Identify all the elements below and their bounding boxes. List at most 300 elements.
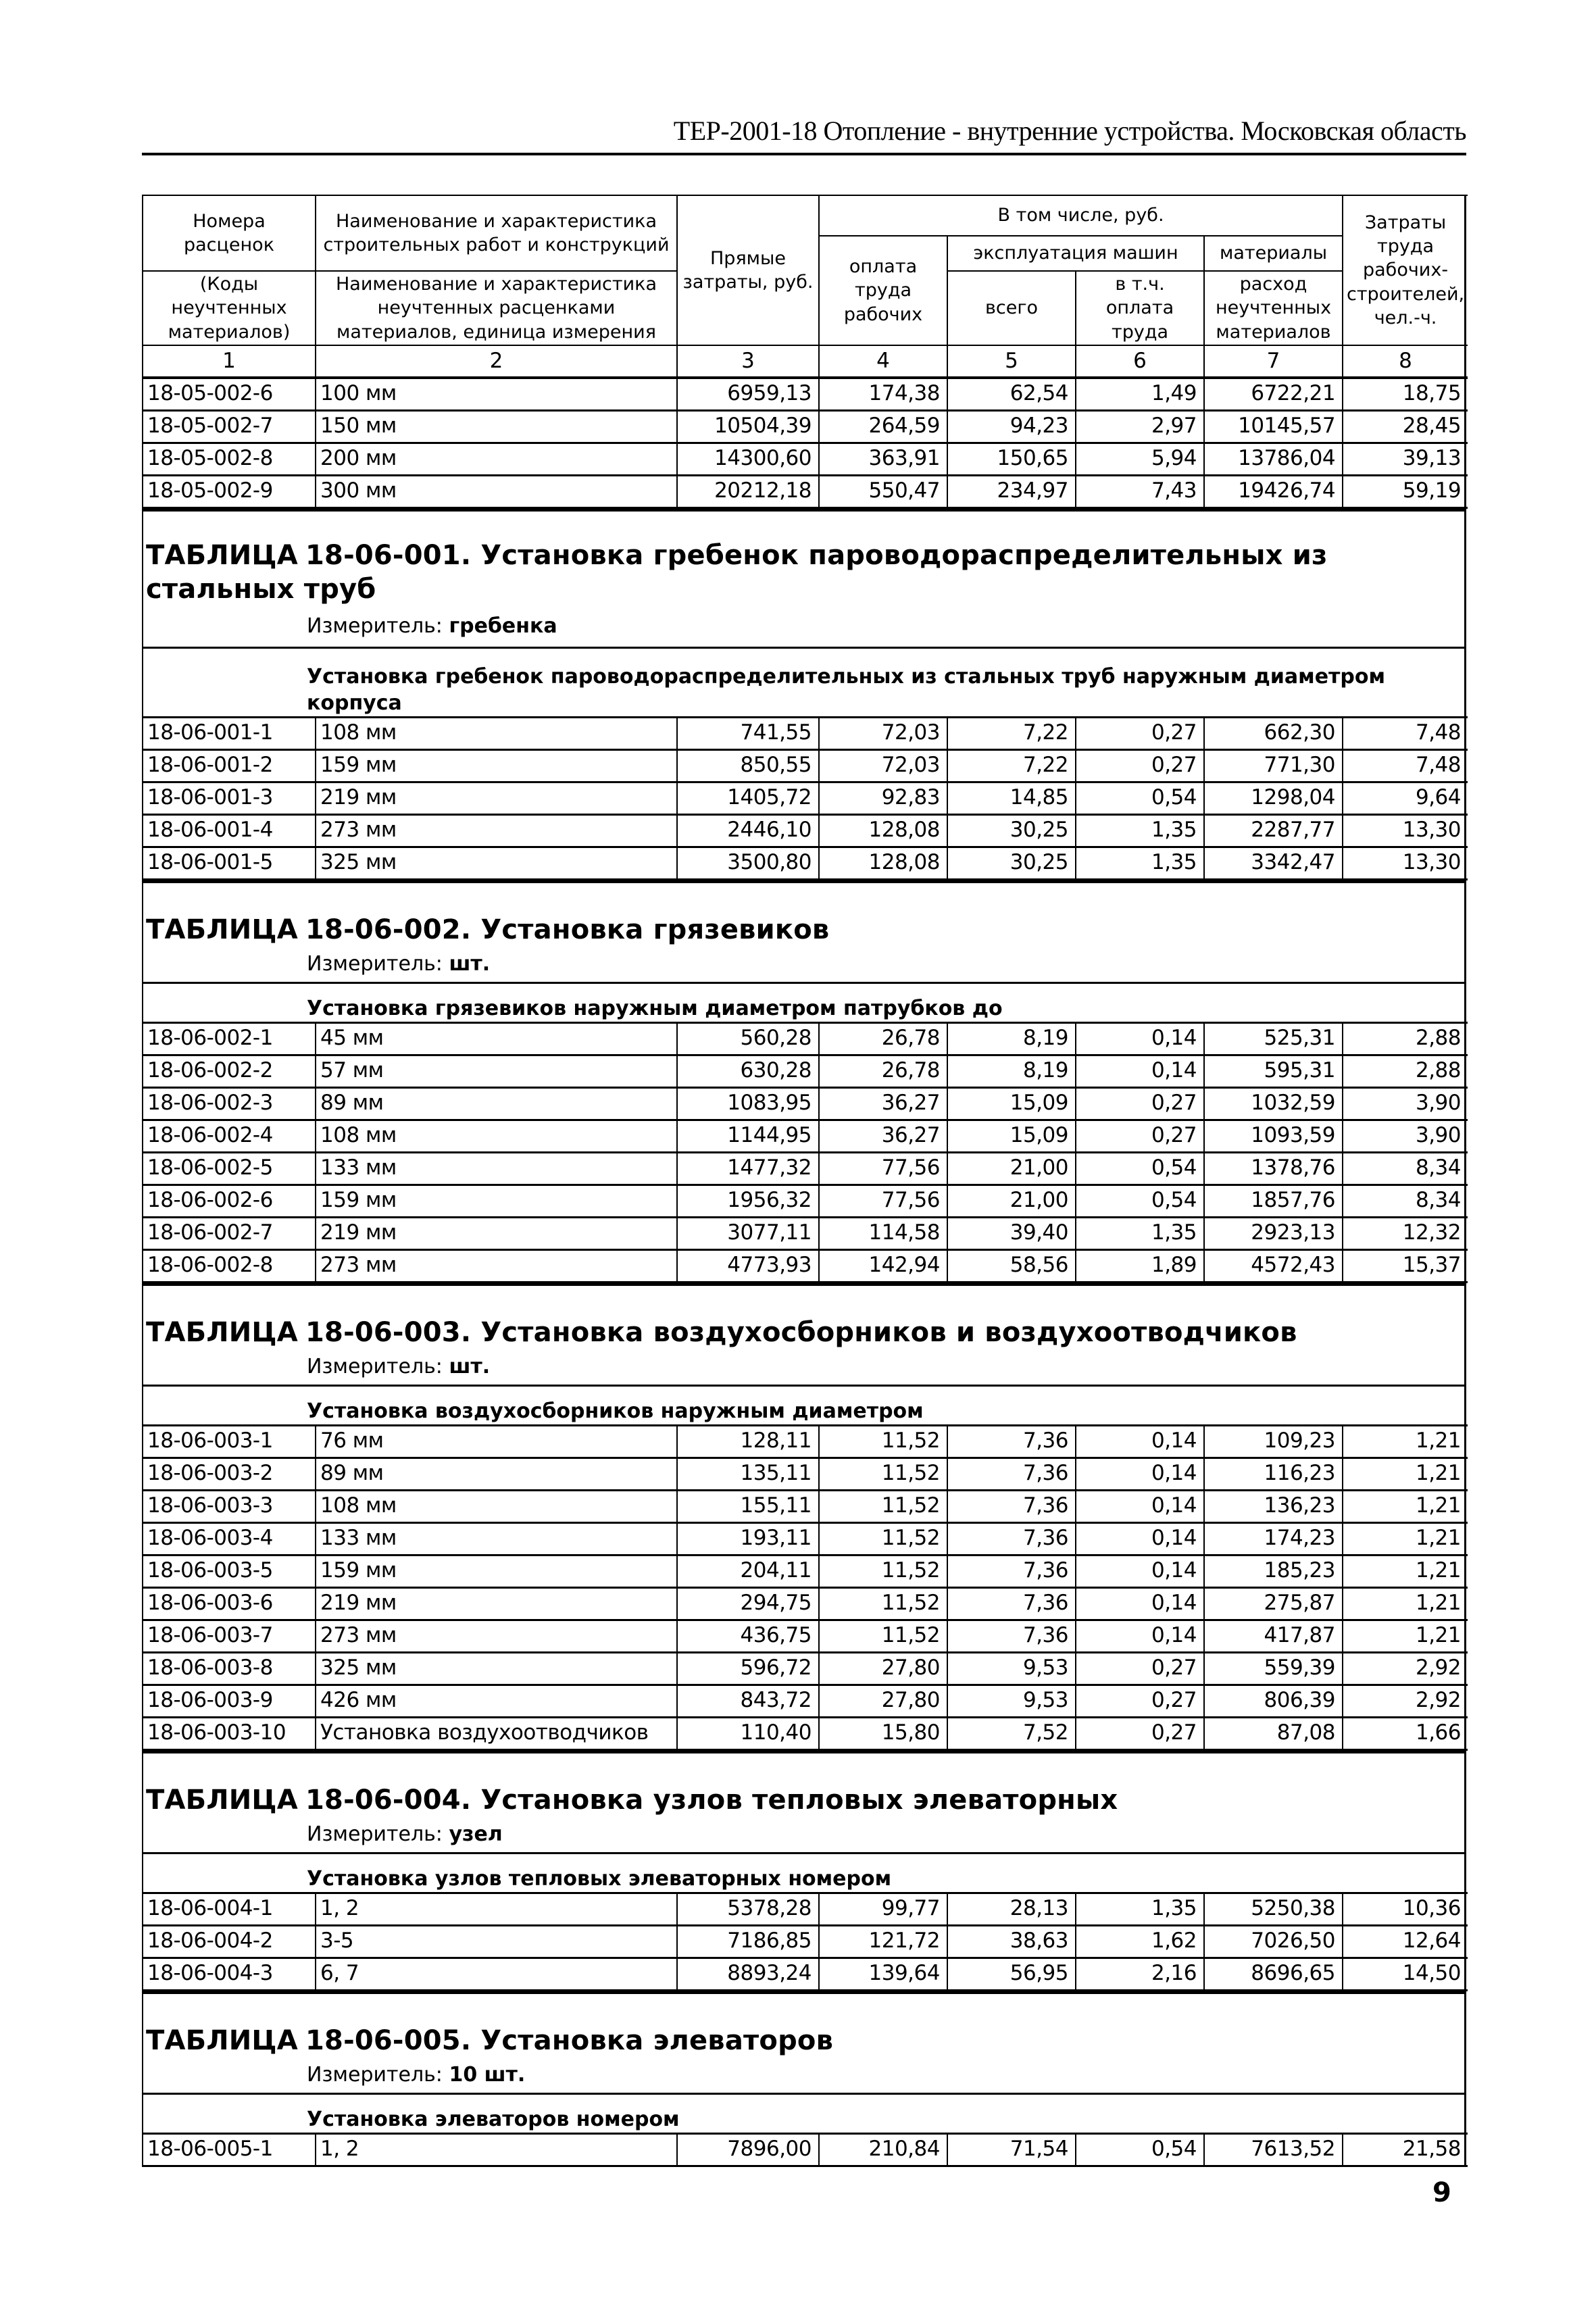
item-name: 133 мм	[316, 1152, 677, 1185]
machines-labor: 2,97	[1076, 410, 1204, 443]
table-title-text: 18-06-004. Установка узлов тепловых элеваторных	[305, 1784, 1118, 1816]
header-rule	[142, 153, 1466, 155]
labor-pay: 72,03	[819, 717, 947, 749]
table-row	[143, 1490, 1468, 1522]
direct-costs: 20212,18	[677, 475, 819, 507]
item-name: 108 мм	[316, 717, 677, 749]
machines-labor: 0,14	[1076, 1458, 1204, 1490]
direct-costs: 7896,00	[677, 2133, 819, 2166]
item-name: 108 мм	[316, 1120, 677, 1152]
labor-hours: 7,48	[1343, 749, 1468, 782]
rate-code: 18-06-002-2	[143, 1055, 316, 1087]
item-name: 300 мм	[316, 475, 677, 507]
labor-pay: 11,52	[819, 1587, 947, 1620]
meter	[143, 1817, 1464, 1852]
materials-unaccounted: 13786,04	[1204, 443, 1343, 475]
rate-table-section	[143, 1283, 1464, 1751]
rate-rows	[143, 1022, 1468, 1282]
materials-unaccounted: 19426,74	[1204, 475, 1343, 507]
table-row	[143, 1652, 1468, 1685]
materials-unaccounted: 6722,21	[1204, 378, 1343, 410]
machines-total: 38,63	[947, 1925, 1076, 1958]
direct-costs: 1956,32	[677, 1185, 819, 1217]
column-number: 2	[316, 345, 677, 378]
materials-unaccounted: 87,08	[1204, 1717, 1343, 1749]
machines-total: 9,53	[947, 1685, 1076, 1717]
meter-value: узел	[449, 1822, 503, 1846]
table-label: ТАБЛИЦА	[146, 539, 298, 571]
item-name: 273 мм	[316, 1249, 677, 1282]
table-title	[143, 1994, 1464, 2058]
labor-pay: 99,77	[819, 1893, 947, 1925]
meter	[143, 2058, 1464, 2093]
group-heading: Установка воздухосборников наружным диаметром	[143, 1385, 1464, 1424]
machines-total: 8,19	[947, 1055, 1076, 1087]
labor-pay: 128,08	[819, 814, 947, 847]
labor-pay: 77,56	[819, 1185, 947, 1217]
labor-pay: 26,78	[819, 1022, 947, 1055]
labor-hours: 59,19	[1343, 475, 1468, 507]
item-name: 325 мм	[316, 847, 677, 879]
labor-pay: 92,83	[819, 782, 947, 814]
machines-labor: 0,27	[1076, 1120, 1204, 1152]
labor-hours: 9,64	[1343, 782, 1468, 814]
direct-costs: 128,11	[677, 1425, 819, 1458]
labor-pay: 11,52	[819, 1425, 947, 1458]
direct-costs: 3077,11	[677, 1217, 819, 1249]
item-name: 133 мм	[316, 1522, 677, 1555]
materials-unaccounted: 525,31	[1204, 1022, 1343, 1055]
table-row	[143, 1620, 1468, 1652]
item-name: 3-5	[316, 1925, 677, 1958]
table-label: ТАБЛИЦА	[146, 2024, 298, 2056]
item-name: 150 мм	[316, 410, 677, 443]
rate-code: 18-06-003-2	[143, 1458, 316, 1490]
labor-pay: 11,52	[819, 1555, 947, 1587]
machines-labor: 0,54	[1076, 2133, 1204, 2166]
machines-labor: 0,27	[1076, 1685, 1204, 1717]
rate-code: 18-06-002-8	[143, 1249, 316, 1282]
direct-costs: 6959,13	[677, 378, 819, 410]
labor-hours: 3,90	[1343, 1120, 1468, 1152]
machines-total: 9,53	[947, 1652, 1076, 1685]
machines-labor: 1,49	[1076, 378, 1204, 410]
item-name: 159 мм	[316, 1555, 677, 1587]
labor-pay: 550,47	[819, 475, 947, 507]
table-title	[143, 1753, 1464, 1817]
labor-pay: 36,27	[819, 1120, 947, 1152]
materials-unaccounted: 185,23	[1204, 1555, 1343, 1587]
materials-unaccounted: 109,23	[1204, 1425, 1343, 1458]
item-name: 1, 2	[316, 1893, 677, 1925]
item-name: 76 мм	[316, 1425, 677, 1458]
machines-total: 21,00	[947, 1152, 1076, 1185]
machines-labor: 0,27	[1076, 717, 1204, 749]
materials-unaccounted: 806,39	[1204, 1685, 1343, 1717]
column-number: 4	[819, 345, 947, 378]
table-label: ТАБЛИЦА	[146, 914, 298, 945]
materials-unaccounted: 1093,59	[1204, 1120, 1343, 1152]
machines-labor: 7,43	[1076, 475, 1204, 507]
table-row	[143, 1185, 1468, 1217]
direct-costs: 7186,85	[677, 1925, 819, 1958]
labor-hours: 1,21	[1343, 1490, 1468, 1522]
table-title-text: 18-06-002. Установка грязевиков	[305, 914, 830, 945]
direct-costs: 10504,39	[677, 410, 819, 443]
direct-costs: 110,40	[677, 1717, 819, 1749]
machines-labor: 0,27	[1076, 1087, 1204, 1120]
machines-total: 28,13	[947, 1893, 1076, 1925]
item-name: 1, 2	[316, 2133, 677, 2166]
table-row	[143, 1152, 1468, 1185]
table-row	[143, 1925, 1468, 1958]
materials-unaccounted: 3342,47	[1204, 847, 1343, 879]
labor-pay: 139,64	[819, 1958, 947, 1990]
table-row	[143, 1217, 1468, 1249]
labor-pay: 11,52	[819, 1458, 947, 1490]
labor-pay: 26,78	[819, 1055, 947, 1087]
rate-code: 18-06-003-4	[143, 1522, 316, 1555]
meter-label: Измеритель:	[307, 1822, 443, 1846]
machines-labor: 0,27	[1076, 1717, 1204, 1749]
labor-pay: 77,56	[819, 1152, 947, 1185]
meter	[143, 606, 1464, 647]
direct-costs: 436,75	[677, 1620, 819, 1652]
labor-hours: 1,21	[1343, 1522, 1468, 1555]
meter-label: Измеритель:	[307, 2062, 443, 2087]
rate-table-section	[143, 509, 1464, 880]
table-row	[143, 1685, 1468, 1717]
labor-pay: 15,80	[819, 1717, 947, 1749]
header-materials: материалы	[1204, 236, 1343, 271]
rate-rows	[143, 1893, 1468, 1990]
header-labor-pay: оплата труда рабочих	[819, 236, 947, 345]
table-row	[143, 1587, 1468, 1620]
rate-code: 18-05-002-8	[143, 443, 316, 475]
machines-labor: 0,27	[1076, 749, 1204, 782]
meter	[143, 947, 1464, 982]
machines-total: 21,00	[947, 1185, 1076, 1217]
table-row	[143, 814, 1468, 847]
materials-unaccounted: 1298,04	[1204, 782, 1343, 814]
rate-code: 18-06-003-7	[143, 1620, 316, 1652]
labor-pay: 114,58	[819, 1217, 947, 1249]
machines-labor: 0,54	[1076, 1185, 1204, 1217]
labor-hours: 21,58	[1343, 2133, 1468, 2166]
meter-label: Измеритель:	[307, 1354, 443, 1378]
rate-code: 18-06-005-1	[143, 2133, 316, 2166]
item-name: Установка воздухоотводчиков	[316, 1717, 677, 1749]
labor-hours: 7,48	[1343, 717, 1468, 749]
item-name: 159 мм	[316, 1185, 677, 1217]
header-labor-costs: Затраты труда рабочих-строителей, чел.-ч.	[1343, 195, 1468, 345]
rate-code: 18-06-003-5	[143, 1555, 316, 1587]
table-row	[143, 749, 1468, 782]
item-name: 57 мм	[316, 1055, 677, 1087]
machines-total: 15,09	[947, 1120, 1076, 1152]
materials-unaccounted: 417,87	[1204, 1620, 1343, 1652]
labor-hours: 1,21	[1343, 1620, 1468, 1652]
column-number: 6	[1076, 345, 1204, 378]
header-rate-numbers: Номера расценок	[143, 195, 316, 271]
rate-code: 18-06-001-2	[143, 749, 316, 782]
item-name: 89 мм	[316, 1458, 677, 1490]
materials-unaccounted: 595,31	[1204, 1055, 1343, 1087]
rate-table-section	[143, 880, 1464, 1283]
table-title-text: 18-06-001. Установка гребенок пароводораспределительных из стальных труб	[146, 539, 1328, 605]
materials-unaccounted: 8696,65	[1204, 1958, 1343, 1990]
direct-costs: 1144,95	[677, 1120, 819, 1152]
table-row	[143, 1087, 1468, 1120]
labor-hours: 1,66	[1343, 1717, 1468, 1749]
labor-hours: 1,21	[1343, 1555, 1468, 1587]
materials-unaccounted: 2287,77	[1204, 814, 1343, 847]
header-machines-labor: в т.ч. оплата труда	[1076, 271, 1204, 345]
group-heading: Установка элеваторов номером	[143, 2093, 1464, 2133]
rate-rows-table	[143, 716, 1468, 880]
table-row	[143, 443, 1468, 475]
direct-costs: 204,11	[677, 1555, 819, 1587]
item-name: 273 мм	[316, 814, 677, 847]
table-row	[143, 1717, 1468, 1749]
direct-costs: 1083,95	[677, 1087, 819, 1120]
table-row	[143, 410, 1468, 443]
labor-hours: 2,92	[1343, 1652, 1468, 1685]
machines-labor: 1,35	[1076, 847, 1204, 879]
machines-total: 7,52	[947, 1717, 1076, 1749]
table-row	[143, 475, 1468, 507]
item-name: 219 мм	[316, 1217, 677, 1249]
machines-labor: 1,89	[1076, 1249, 1204, 1282]
labor-pay: 363,91	[819, 443, 947, 475]
table-row	[143, 1425, 1468, 1458]
table-row	[143, 378, 1468, 410]
direct-costs: 5378,28	[677, 1893, 819, 1925]
rate-code: 18-06-003-3	[143, 1490, 316, 1522]
meter-value: шт.	[449, 1354, 491, 1378]
header-machines: эксплуатация машин	[947, 236, 1204, 271]
direct-costs: 3500,80	[677, 847, 819, 879]
machines-labor: 1,35	[1076, 1217, 1204, 1249]
table-row	[143, 717, 1468, 749]
machines-labor: 0,54	[1076, 782, 1204, 814]
direct-costs: 560,28	[677, 1022, 819, 1055]
table-title	[143, 1286, 1464, 1349]
rate-rows-table	[143, 1424, 1468, 1751]
rate-table-section	[143, 1751, 1464, 1991]
rate-code: 18-05-002-7	[143, 410, 316, 443]
table-row	[143, 1120, 1468, 1152]
table-label: ТАБЛИЦА	[146, 1784, 298, 1816]
machines-labor: 0,14	[1076, 1620, 1204, 1652]
item-name: 325 мм	[316, 1652, 677, 1685]
materials-unaccounted: 275,87	[1204, 1587, 1343, 1620]
labor-hours: 1,21	[1343, 1458, 1468, 1490]
item-name: 6, 7	[316, 1958, 677, 1990]
meter-label: Измеритель:	[307, 614, 443, 638]
group-heading: Установка грязевиков наружным диаметром патрубков до	[143, 982, 1464, 1022]
rate-rows	[143, 717, 1468, 879]
rate-code: 18-06-004-1	[143, 1893, 316, 1925]
materials-unaccounted: 116,23	[1204, 1458, 1343, 1490]
machines-labor: 1,62	[1076, 1925, 1204, 1958]
item-name: 426 мм	[316, 1685, 677, 1717]
rate-code: 18-06-001-3	[143, 782, 316, 814]
machines-labor: 0,54	[1076, 1152, 1204, 1185]
continuation-rows	[143, 378, 1468, 507]
table-row	[143, 782, 1468, 814]
table-row	[143, 1958, 1468, 1990]
labor-hours: 2,88	[1343, 1055, 1468, 1087]
machines-total: 7,36	[947, 1522, 1076, 1555]
item-name: 219 мм	[316, 1587, 677, 1620]
table-row	[143, 2133, 1468, 2166]
machines-total: 58,56	[947, 1249, 1076, 1282]
item-name: 89 мм	[316, 1087, 677, 1120]
direct-costs: 14300,60	[677, 443, 819, 475]
labor-pay: 11,52	[819, 1490, 947, 1522]
materials-unaccounted: 7026,50	[1204, 1925, 1343, 1958]
labor-hours: 8,34	[1343, 1152, 1468, 1185]
machines-total: 14,85	[947, 782, 1076, 814]
machines-total: 62,54	[947, 378, 1076, 410]
rate-code: 18-05-002-6	[143, 378, 316, 410]
table-row	[143, 1022, 1468, 1055]
labor-hours: 13,30	[1343, 847, 1468, 879]
rate-code: 18-06-002-6	[143, 1185, 316, 1217]
meter-value: 10 шт.	[449, 2062, 526, 2087]
materials-unaccounted: 4572,43	[1204, 1249, 1343, 1282]
table-row	[143, 1249, 1468, 1282]
labor-hours: 18,75	[1343, 378, 1468, 410]
materials-unaccounted: 10145,57	[1204, 410, 1343, 443]
materials-unaccounted: 771,30	[1204, 749, 1343, 782]
table-title-text: 18-06-005. Установка элеваторов	[305, 2024, 834, 2056]
table-row	[143, 1458, 1468, 1490]
rate-code: 18-06-003-6	[143, 1587, 316, 1620]
labor-pay: 121,72	[819, 1925, 947, 1958]
column-number: 1	[143, 345, 316, 378]
labor-pay: 264,59	[819, 410, 947, 443]
machines-total: 7,36	[947, 1555, 1076, 1587]
direct-costs: 4773,93	[677, 1249, 819, 1282]
machines-labor: 1,35	[1076, 814, 1204, 847]
machines-total: 7,36	[947, 1587, 1076, 1620]
column-number: 5	[947, 345, 1076, 378]
labor-hours: 15,37	[1343, 1249, 1468, 1282]
machines-labor: 1,35	[1076, 1893, 1204, 1925]
labor-pay: 11,52	[819, 1522, 947, 1555]
labor-pay: 36,27	[819, 1087, 947, 1120]
column-number: 7	[1204, 345, 1343, 378]
labor-hours: 12,32	[1343, 1217, 1468, 1249]
machines-labor: 0,14	[1076, 1055, 1204, 1087]
direct-costs: 741,55	[677, 717, 819, 749]
machines-total: 56,95	[947, 1958, 1076, 1990]
labor-hours: 13,30	[1343, 814, 1468, 847]
labor-hours: 28,45	[1343, 410, 1468, 443]
labor-pay: 27,80	[819, 1685, 947, 1717]
materials-unaccounted: 1378,76	[1204, 1152, 1343, 1185]
direct-costs: 1405,72	[677, 782, 819, 814]
materials-unaccounted: 1032,59	[1204, 1087, 1343, 1120]
labor-pay: 210,84	[819, 2133, 947, 2166]
table-title-text: 18-06-003. Установка воздухосборников и воздухоотводчиков	[305, 1316, 1297, 1348]
materials-unaccounted: 7613,52	[1204, 2133, 1343, 2166]
labor-pay: 72,03	[819, 749, 947, 782]
machines-total: 7,36	[947, 1425, 1076, 1458]
rate-code: 18-06-003-1	[143, 1425, 316, 1458]
machines-labor: 0,14	[1076, 1490, 1204, 1522]
rate-code: 18-06-002-5	[143, 1152, 316, 1185]
direct-costs: 596,72	[677, 1652, 819, 1685]
rate-code: 18-05-002-9	[143, 475, 316, 507]
materials-unaccounted: 662,30	[1204, 717, 1343, 749]
labor-pay: 174,38	[819, 378, 947, 410]
item-name: 219 мм	[316, 782, 677, 814]
labor-pay: 27,80	[819, 1652, 947, 1685]
direct-costs: 2446,10	[677, 814, 819, 847]
materials-unaccounted: 2923,13	[1204, 1217, 1343, 1249]
rate-code: 18-06-002-1	[143, 1022, 316, 1055]
running-header: ТЕР-2001-18 Отопление - внутренние устройства. Московская область	[673, 116, 1466, 146]
item-name: 159 мм	[316, 749, 677, 782]
rate-code: 18-06-002-4	[143, 1120, 316, 1152]
rate-table-section	[143, 1991, 1464, 2167]
machines-labor: 2,16	[1076, 1958, 1204, 1990]
meter-value: шт.	[449, 951, 491, 976]
meter-value: гребенка	[449, 614, 557, 638]
column-numbers-row	[143, 345, 1468, 378]
rates-document	[142, 195, 1466, 2167]
machines-total: 15,09	[947, 1087, 1076, 1120]
direct-costs: 843,72	[677, 1685, 819, 1717]
machines-total: 39,40	[947, 1217, 1076, 1249]
machines-total: 71,54	[947, 2133, 1076, 2166]
meter-label: Измеритель:	[307, 951, 443, 976]
page-number: 9	[1432, 2177, 1451, 2208]
machines-labor: 0,14	[1076, 1425, 1204, 1458]
rate-rows-table	[143, 1892, 1468, 1991]
column-header-table	[143, 195, 1468, 509]
table-row	[143, 1055, 1468, 1087]
machines-total: 8,19	[947, 1022, 1076, 1055]
machines-labor: 0,14	[1076, 1522, 1204, 1555]
machines-labor: 0,14	[1076, 1555, 1204, 1587]
group-heading: Установка гребенок пароводораспределительных из стальных труб наружным диаметром корпуса	[143, 647, 1464, 716]
direct-costs: 1477,32	[677, 1152, 819, 1185]
direct-costs: 135,11	[677, 1458, 819, 1490]
rate-code: 18-06-004-3	[143, 1958, 316, 1990]
machines-total: 150,65	[947, 443, 1076, 475]
machines-labor: 0,27	[1076, 1652, 1204, 1685]
machines-total: 7,36	[947, 1490, 1076, 1522]
materials-unaccounted: 5250,38	[1204, 1893, 1343, 1925]
table-row	[143, 847, 1468, 879]
column-number: 3	[677, 345, 819, 378]
machines-labor: 0,14	[1076, 1022, 1204, 1055]
machines-total: 7,36	[947, 1458, 1076, 1490]
labor-hours: 2,88	[1343, 1022, 1468, 1055]
header-materials-unaccounted: расход неучтенных материалов	[1204, 271, 1343, 345]
rate-code: 18-06-003-8	[143, 1652, 316, 1685]
item-name: 273 мм	[316, 1620, 677, 1652]
rate-code: 18-06-003-9	[143, 1685, 316, 1717]
machines-total: 7,22	[947, 717, 1076, 749]
labor-hours: 10,36	[1343, 1893, 1468, 1925]
rate-code: 18-06-001-4	[143, 814, 316, 847]
header-machines-total: всего	[947, 271, 1076, 345]
